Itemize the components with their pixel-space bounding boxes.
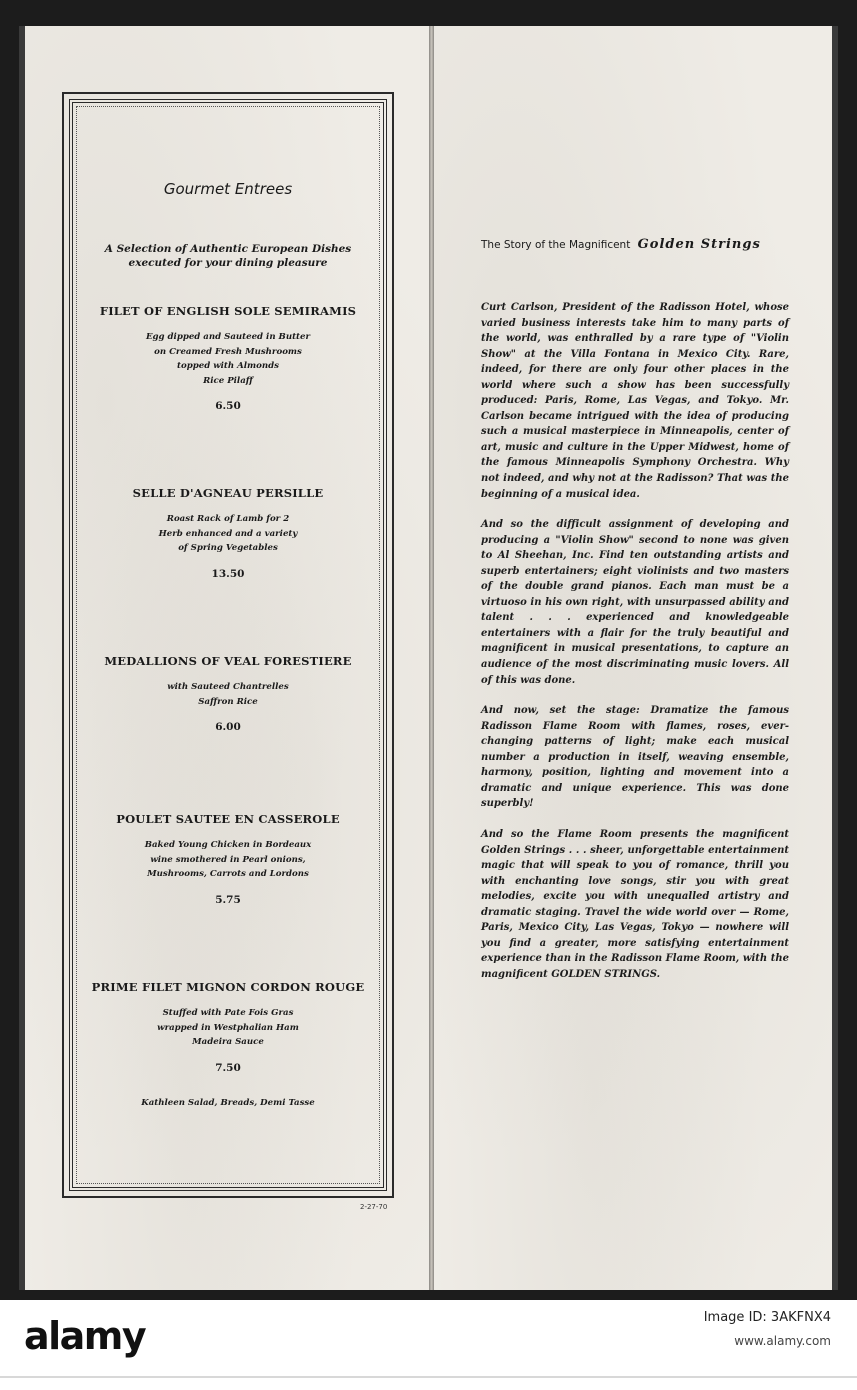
story-heading-brand: Golden Strings [637, 237, 761, 252]
menu-item [82, 812, 374, 906]
dish-description-line: Madeira Sauce [192, 1037, 264, 1047]
story-body [481, 300, 789, 997]
dish-description-line: Mushrooms, Carrots and Lordons [147, 869, 309, 879]
dish-description-line: wrapped in Westphalian Ham [157, 1022, 299, 1033]
menu-title: Gourmet Entrees [163, 180, 293, 198]
watermark-divider [0, 1376, 857, 1378]
dish-description-line: with Sauteed Chantrelles [167, 682, 289, 692]
dish-price: 7.50 [215, 1061, 241, 1074]
dish-description-line: Rice Pilaff [203, 375, 253, 386]
dish-description-line: of Spring Vegetables [178, 543, 278, 553]
story-paragraph: And so the Flame Room presents the magnificent Golden Strings . . . sheer, unforgettable entertainment magic that will speak to you of romance, thrill you with enchanting love songs, stir you with great melodies, excite you with unequalled artistry and dramatic staging. Travel the wide world over — Rome, Paris, Mexico City, Las Vegas, Tokyo — nowhere will you find a greater, more satisfying entertainment experience than in the Radisson Flame Room, with the magnificent GOLDEN STRINGS. [481, 828, 789, 980]
menu-subtitle [82, 242, 374, 270]
dish-name: SELLE D'AGNEAU PERSILLE [132, 486, 324, 500]
image-id-label: Image ID: 3AKFNX4 [703, 1310, 831, 1325]
story-heading [481, 237, 811, 252]
menu-item [82, 980, 374, 1074]
dish-description [82, 512, 374, 556]
dish-description [82, 1006, 374, 1050]
menu-subtitle-line: executed for your dining pleasure [128, 257, 328, 269]
dish-price: 6.00 [215, 721, 241, 733]
dish-name: MEDALLIONS OF VEAL FORESTIERE [104, 654, 352, 668]
dish-description-line: wine smothered in Pearl onions, [150, 854, 306, 865]
menu-item [82, 304, 374, 412]
dish-description-line: topped with Almonds [177, 361, 279, 371]
menu-item [82, 654, 374, 733]
story-paragraph: And so the difficult assignment of developing and producing a "Violin Show" second to none was given to Al Sheehan, Inc. Find ten outstanding artists and superb entertainers; eight violinists and two masters of the double grand pianos. Each man must be a virtuoso in his own right, with unsurpassed ability and talent . . . experienced and knowledgeable entertainers with a flair for the truly beautiful and magnificent in musical presentations, to capture an audience of the most discriminating music lovers. All of this was done. [481, 519, 789, 686]
dish-description-line: Baked Young Chicken in Bordeaux [144, 840, 312, 850]
dish-price: 6.50 [215, 400, 241, 412]
dish-description-line: Stuffed with Pate Fois Gras [162, 1008, 294, 1018]
menu-footer: Kathleen Salad, Breads, Demi Tasse [141, 1098, 315, 1108]
story-paragraph: Curt Carlson, President of the Radisson Hotel, whose varied business interests take him to many parts of the world, was enthralled by a rare type of "Violin Show" at the Villa Fontana in Mexico City. Rare, indeed, for there are only four other places in the world where such a show has been successfully produced: Paris, Rome, Las Vegas, and Tokyo. Mr. Carlson became intrigued with the idea of producing such a musical masterpiece in Minneapolis, center of art, music and culture in the Upper Midwest, home of the famous Minneapolis Symphony Orchestra. Why not indeed, and why not at the Radisson? That was the beginning of a musical idea. [481, 302, 789, 500]
story-heading-prefix: The Story of the Magnificent [481, 239, 631, 251]
dish-name: FILET OF ENGLISH SOLE SEMIRAMIS [99, 304, 357, 318]
dish-price: 13.50 [211, 567, 245, 580]
dish-description-line: Roast Rack of Lamb for 2 [166, 514, 290, 524]
dish-description [82, 330, 374, 388]
alamy-logo: alamy [24, 1314, 146, 1358]
dish-description-line: Herb enhanced and a variety [158, 528, 298, 539]
story-paragraph: And now, set the stage: Dramatize the famous Radisson Flame Room with flames, roses, ever-changing patterns of light; make each musical number a production in itself, weaving ensemble, harmony, position, lighting and movement into a dramatic and unique experience. This was done superbly! [481, 705, 789, 810]
dish-description-line: Saffron Rice [198, 696, 258, 707]
dish-price: 5.75 [215, 893, 241, 906]
menu-item [82, 486, 374, 580]
dish-description-line: Egg dipped and Sauteed in Butter [145, 332, 310, 342]
dish-description [82, 838, 374, 882]
dish-description [82, 680, 374, 709]
print-date-code: 2-27-70 [360, 1203, 388, 1211]
watermark-url: www.alamy.com [734, 1334, 831, 1348]
dish-name: PRIME FILET MIGNON CORDON ROUGE [91, 980, 365, 994]
menu-subtitle-line: A Selection of Authentic European Dishes [104, 243, 352, 255]
dish-description-line: on Creamed Fresh Mushrooms [154, 346, 302, 357]
right-page-edge [832, 26, 838, 1290]
dish-name: POULET SAUTEE EN CASSEROLE [116, 812, 340, 826]
menu-content [82, 170, 374, 1108]
